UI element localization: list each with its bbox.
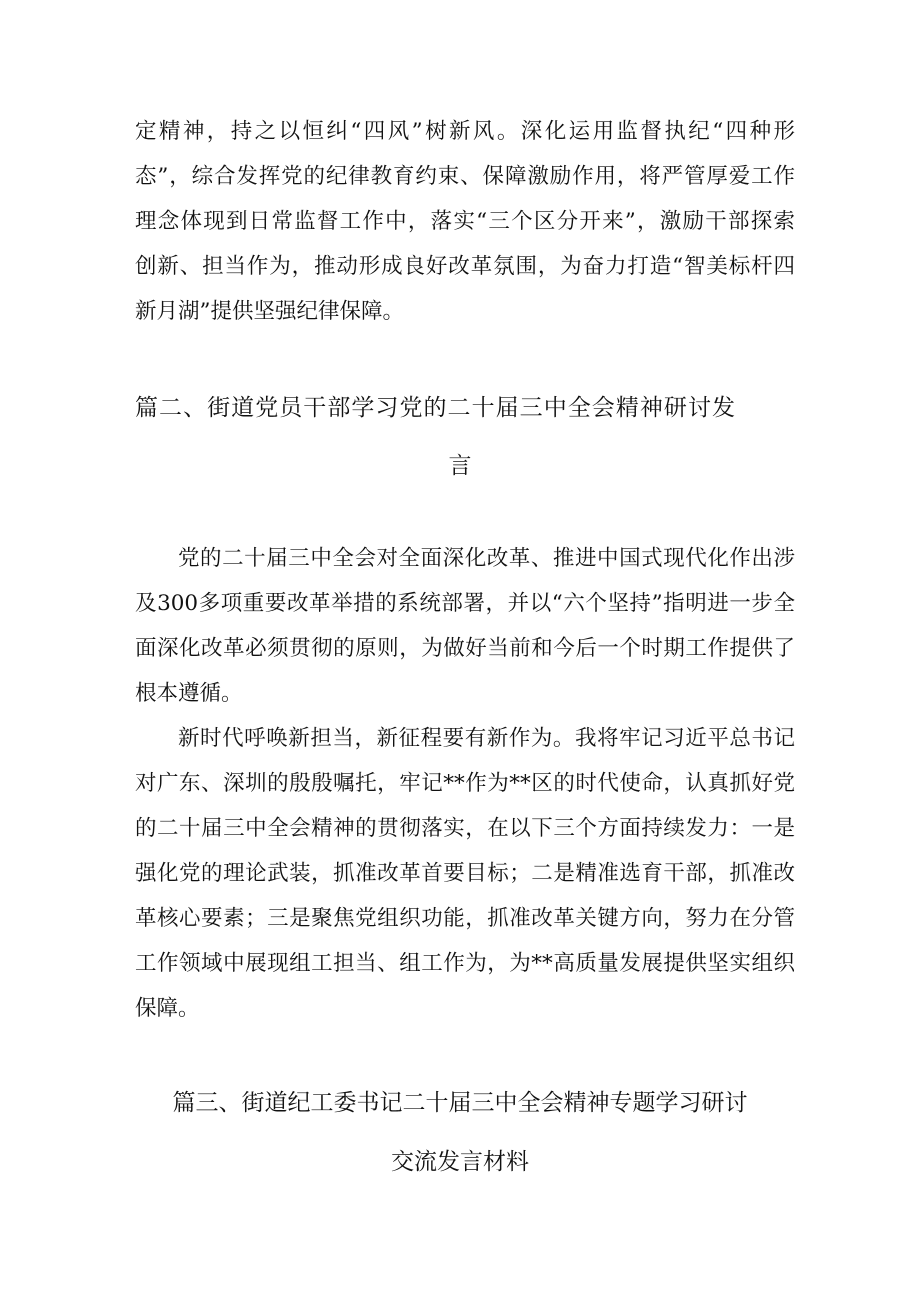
text-line: 面深化改革必须贯彻的原则，为做好当前和今后一个时期工作提供了: [135, 636, 795, 661]
text-line: 强化党的理论武装，抓准改革首要目标；二是精准选育干部，抓准改: [135, 861, 795, 886]
text-line: 定精神，持之以恒纠“四风”树新风。深化运用监督执纪“四种形: [135, 119, 795, 144]
text-line: 对广东、深圳的殷殷嘱托，牢记**作为**区的时代使命，认真抓好党: [135, 771, 795, 796]
section2-heading-line2: 言: [448, 453, 472, 479]
text-line: 工作领域中展现组工担当、组工作为，为**高质量发展提供坚实组织: [135, 951, 795, 976]
section3-heading-line2: 交流发言材料: [391, 1149, 529, 1175]
text-line: 的二十届三中全会精神的贯彻落实，在以下三个方面持续发力：一是: [135, 816, 795, 841]
text-line: 及300多项重要改革举措的系统部署，并以“六个坚持”指明进一步全: [135, 591, 795, 616]
text-line: 新时代呼唤新担当，新征程要有新作为。我将牢记习近平总书记: [178, 726, 795, 751]
section2-heading-line1: 篇二、街道党员干部学习党的二十届三中全会精神研讨发: [135, 395, 735, 421]
text-line: 党的二十届三中全会对全面深化改革、推进中国式现代化作出涉: [178, 546, 795, 571]
text-line: 态”，综合发挥党的纪律教育约束、保障激励作用，将严管厚爱工作: [135, 164, 795, 189]
text-line: 创新、担当作为，推动形成良好改革氛围，为奋力打造“智美标杆四: [135, 254, 795, 279]
section3-heading-line1: 篇三、街道纪工委书记二十届三中全会精神专题学习研讨: [172, 1090, 748, 1116]
text-line: 理念体现到日常监督工作中，落实“三个区分开来”，激励干部探索: [135, 209, 795, 234]
text-line: 新月湖”提供坚强纪律保障。: [135, 299, 404, 324]
text-line: 保障。: [135, 996, 200, 1021]
text-line: 革核心要素；三是聚焦党组织功能，抓准改革关键方向，努力在分管: [135, 906, 795, 931]
text-line: 根本遵循。: [135, 681, 243, 706]
